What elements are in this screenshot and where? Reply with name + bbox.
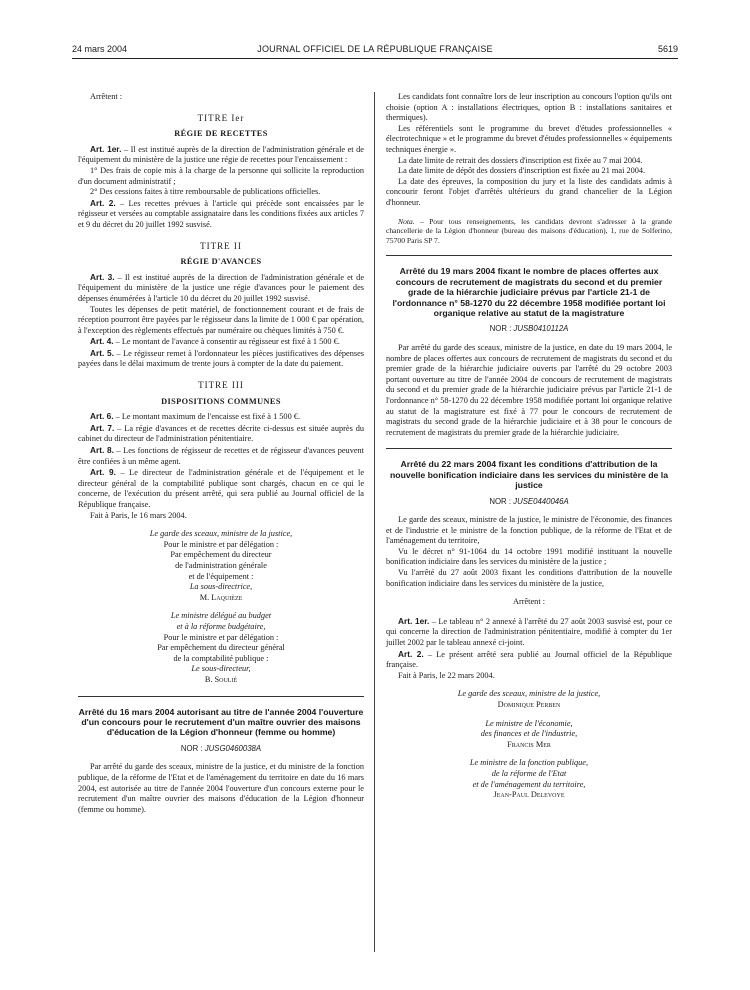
article-1 (386, 616, 672, 649)
article-label: Art. 6. (90, 411, 114, 422)
signature-line: Pour le ministre et par délégation : (163, 539, 279, 549)
article-text: – La régie d'avances et de recettes décrite ci-dessus est située auprès du cabinet du directeur de l'administration pénitentiaire. (78, 423, 364, 444)
fait-a-paris: Fait à Paris, le 16 mars 2004. (90, 510, 187, 520)
article-label: Art. 2. (398, 648, 424, 659)
titre-3-subtitle: DISPOSITIONS COMMUNES (161, 396, 281, 406)
decree-body: Par arrêté du garde des sceaux, ministre de la justice, et du ministre de la fonction publique, de la réforme de l'Etat et de l'aménagement du territoire en date du 16 mars 2004, est autorisée au titre de l'année 2004 l'ouverture d'un concours externe pour le recrutement d'un maître ouvrier des maisons d'éducation de la Légion d'honneur (femme ou homme). (78, 762, 364, 814)
article-text: – Il est institué auprès de la direction de l'administration générale et de l'équipement du ministère de la justice une régie d'avances pour le paiement des dépenses énumérées à l'article 10 du décret du 20 juillet 1992 susvisé. (78, 272, 364, 303)
article-text: – Il est institué auprès de la direction de l'administration générale et de l'équipement du ministère de la justice une régie de recettes pour l'encaissement : (78, 144, 364, 165)
nor-reference (78, 744, 364, 755)
paragraph: Les référentiels sont le programme du brevet d'études professionnelles « électrotechnique » et le programme du brevet d'études professionnelles « équipements techniques énergie ». (386, 123, 672, 154)
article-label: Art. 1er. (90, 143, 122, 154)
article-1-item-2: 2° Des cessions faites à titre remboursable de publications officielles. (90, 187, 321, 197)
decree-heading: Arrêté du 16 mars 2004 autorisant au titre de l'année 2004 l'ouverture d'un concours pour le recrutement d'un maître ouvrier des maisons d'éducation de la Légion d'honneur (femme ou homme) (78, 706, 364, 738)
fait-a-paris: Fait à Paris, le 22 mars 2004. (398, 670, 495, 680)
titre-3: TITRE III (198, 380, 244, 391)
signature-line: et de l'aménagement du territoire, (472, 779, 586, 789)
decree-heading: Arrêté du 22 mars 2004 fixant les conditions d'attribution de la nouvelle bonification indiciaire dans les services du ministère de la justice (389, 459, 669, 491)
article-label: Art. 4. (90, 336, 114, 347)
article-label: Art. 5. (90, 347, 114, 358)
article-text: – Les recettes prévues à l'article qui précède sont encaissées par le régisseur et versées au comptable assignataire dans les conditions fixées aux articles 7 et 9 du décret du 20 juillet 1992 susvisé. (78, 198, 364, 229)
nota-note (386, 217, 672, 246)
titre-1: TITRE Ier (197, 112, 245, 123)
article-8 (78, 445, 364, 467)
article-label: Art. 8. (90, 445, 114, 456)
article-label: Art. 3. (90, 271, 115, 282)
signature-line: Le ministre de la fonction publique, (469, 758, 589, 768)
nor-code: JUSE0440046A (513, 496, 569, 506)
signature-line: Par empêchement du directeur (170, 550, 272, 560)
article-2 (386, 649, 672, 671)
article-9 (78, 467, 364, 510)
nor-code: JUSB0410112A (513, 324, 569, 334)
signature-line: Pour le ministre et par délégation : (163, 632, 279, 642)
signature-line: de la comptabilité publique : (173, 653, 269, 663)
signature-line: Le garde des sceaux, ministre de la justice, (149, 529, 293, 539)
nor-label: NOR : (489, 324, 514, 334)
signature-line: de l'administration générale (175, 560, 267, 570)
column-divider (374, 92, 375, 952)
right-column (386, 92, 672, 801)
paragraph: La date limite de retrait des dossiers d'inscription est fixée au 7 mai 2004. (398, 155, 643, 165)
arretent-label: Arrêtent : (90, 92, 123, 101)
signature-line: Le garde des sceaux, ministre de la justice, (457, 689, 601, 699)
article-text: – Le montant de l'avance à consentir au régisseur est fixé à 1 500 €. (113, 337, 340, 347)
arretent-label: Arrêtent : (512, 597, 546, 607)
signatory-name: M. Laquièze (199, 592, 243, 602)
signature-line: La sous-directrice, (189, 582, 253, 592)
article-7 (78, 423, 364, 445)
signature-line: et à la réforme budgétaire, (176, 621, 266, 631)
signature-line: Le ministre délégué au budget (170, 611, 272, 621)
signatory-name: Jean-Paul Delevoye (493, 790, 565, 800)
paragraph: Vu l'arrêté du 27 août 2003 fixant les conditions d'attribution de la nouvelle bonification indiciaire dans les services du ministère de la justice, (386, 568, 672, 588)
article-3-para-2: Toutes les dépenses de petit matériel, de fonctionnement courant et de frais de réception pourront être payées par le régisseur dans la limite de 1 000 € par opération, à l'exception des règlements effectués par numéraire ou chèques limités à 750 €. (78, 304, 364, 335)
article-label: Art. 7. (90, 422, 115, 433)
signatory-name: Dominique Perben (497, 700, 561, 709)
article-text: – Le régisseur remet à l'ordonnateur les pièces justificatives des dépenses payées dans le délai maximum de trente jours à compter de la date du paiement. (78, 348, 364, 369)
article-label: Art. 9. (90, 467, 116, 478)
signature-line: de la réforme de l'Etat (491, 768, 567, 778)
signature-line: et de l'équipement : (188, 571, 254, 581)
paragraph: La date limite de dépôt des dossiers d'inscription est fixée au 21 mai 2004. (398, 166, 646, 176)
nota-label: Nota. (398, 216, 415, 226)
header-date: 24 mars 2004 (72, 44, 128, 54)
page-number: 5619 (657, 44, 678, 54)
nota-text: – Pour tous renseignements, les candidats devront s'adresser à la grande chancellerie de la Légion d'honneur (bureau des maisons d'éducation), 1, rue de Solferino, 75700 Paris SP 7. (386, 216, 672, 245)
article-label: Art. 1er. (398, 615, 430, 626)
signature-line: Le ministre de l'économie, (485, 718, 573, 728)
section-separator (78, 696, 364, 697)
titre-2: TITRE II (200, 240, 242, 251)
article-text: – Le montant maximum de l'encaisse est fixé à 1 500 €. (113, 412, 301, 422)
nor-label: NOR : (489, 496, 514, 506)
page-header (72, 44, 678, 58)
decree-heading: Arrêté du 19 mars 2004 fixant le nombre de places offertes aux concours de recrutement de magistrats du second et du premier grade de la hiérarchie judiciaire prévus par l'article 21-1 de l'ordonnance n° 58-1270 du 22 décembre 1958 modifiée portant loi organique relative au statut de la magistrature (392, 266, 666, 318)
article-1-item-1: 1° Des frais de copie mis à la charge de la personne qui sollicite la reproduction d'un document administratif ; (78, 165, 364, 186)
section-separator (386, 255, 672, 256)
section-separator (386, 448, 672, 449)
signature-line: Le sous-directeur, (191, 664, 251, 674)
signature-line: des finances et de l'industrie, (480, 729, 578, 739)
article-label: Art. 2. (90, 197, 116, 208)
nor-reference (386, 497, 672, 508)
header-rule (72, 58, 678, 59)
paragraph: Les candidats font connaître lors de leur inscription au concours l'option qu'ils ont choisie (option A : installations électriques, option B : installations sanitaires et thermiques). (386, 92, 672, 123)
article-text: – Les fonctions de régisseur de recettes et de régisseur d'avances peuvent être confiées à un même agent. (78, 446, 364, 466)
left-column (78, 92, 364, 815)
journal-title: JOURNAL OFFICIEL DE LA RÉPUBLIQUE FRANÇAISE (257, 44, 493, 54)
article-4 (78, 336, 364, 348)
paragraph: Le garde des sceaux, ministre de la justice, le ministre de l'économie, des finances et de l'industrie et le ministre de la fonction publique, de la réforme de l'Etat et de l'aménagement du territoire, (386, 515, 672, 546)
nor-code: JUSG0460038A (204, 743, 262, 753)
article-text: – Le directeur de l'administration générale et de l'équipement et le directeur général de la comptabilité publique sont chargés, chacun en ce qui le concerne, de l'exécution du présent arrêté, qui sera publié au Journal officiel de la République française. (78, 468, 365, 509)
article-text: – Le présent arrêté sera publié au Journal officiel de la République française. (386, 649, 672, 670)
article-text: – Le tableau n° 2 annexé à l'arrêté du 27 août 2003 susvisé est, pour ce qui concerne la direction de l'administration pénitentiaire, modifié à compter du 1er juillet 2002 par le tableau annexé ci-joint. (386, 616, 672, 648)
signatory-name: B. Soulié (204, 674, 238, 684)
article-3 (78, 272, 364, 305)
article-5 (78, 348, 364, 370)
signature-line: Par empêchement du directeur général (157, 643, 285, 653)
decree-body: Par arrêté du garde des sceaux, ministre de la justice, en date du 19 mars 2004, le nombre de places offertes aux concours de recrutement de magistrats du second et du premier grade de la hiérarchie judiciaire ouverts par l'arrêté du 29 octobre 2003 portant ouverture au titre de l'année 2004 de concours de recrutement de magistrats du second et du premier grade de la hiérarchie judiciaire prévus par l'article 21-1 de l'ordonnance n° 58-1270 du 22 décembre 1958 modifiée portant loi organique relative au statut de la magistrature est fixé à 77 pour le concours de recrutement de magistrats du second grade de la hiérarchie judiciaire et à 38 pour le concours de recrutement de magistrats du premier grade de la hiérarchie judiciaire. (386, 342, 672, 437)
article-1 (78, 144, 364, 166)
titre-2-subtitle: RÉGIE D'AVANCES (180, 257, 262, 267)
signatory-name: Francis Mer (507, 739, 551, 749)
titre-1-subtitle: RÉGIE DE RECETTES (174, 129, 268, 139)
paragraph: Vu le décret n° 91-1064 du 14 octobre 1991 modifié instituant la nouvelle bonification indiciaire dans les services du ministère de la justice ; (386, 546, 672, 567)
article-2 (78, 198, 364, 231)
paragraph: La date des épreuves, la composition du jury et la liste des candidats admis à concourir feront l'objet d'arrêtés ultérieurs du grand chancelier de la Légion d'honneur. (386, 176, 672, 207)
article-6 (78, 411, 364, 423)
nor-reference (386, 324, 672, 335)
nor-label: NOR : (180, 743, 205, 753)
